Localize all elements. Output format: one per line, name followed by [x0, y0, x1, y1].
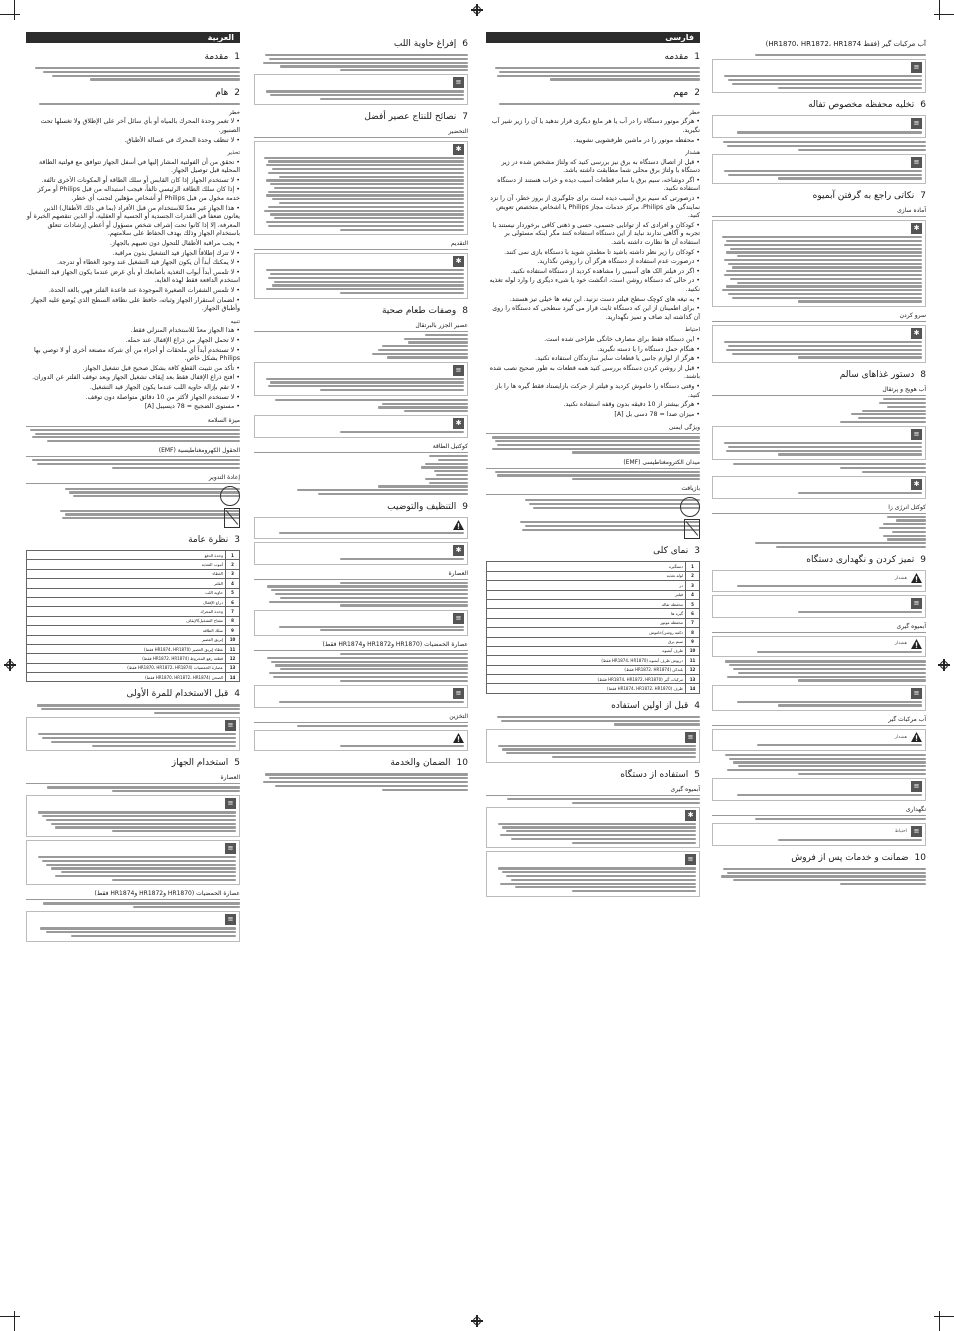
subsection-heading: ویژگی ایمنی [486, 424, 700, 434]
list-item: • لا تلمس الشفرات الصغيرة الموجودة عند قاعدة الفلتر فهي بالغة الحدة. [48, 287, 240, 294]
list-item: • میزان صدا = 78 دسی بل [A] [614, 410, 700, 418]
note-box [254, 74, 468, 104]
part-label: وحدة الدفع [27, 551, 226, 560]
subsection-heading: میدان الکترومغناطیسی (EMF) [486, 459, 700, 469]
warning-box [254, 730, 468, 752]
warning-list [26, 159, 240, 314]
list-item: • اگر دوشاخه، سیم برق یا سایر قطعات آسیب دیده و خراب هستند از دستگاه استفاده نکنید. [497, 176, 700, 193]
note-box [712, 426, 926, 460]
note-icon: ≡ [911, 62, 922, 73]
table-row [487, 581, 700, 590]
part-number: 11 [686, 656, 700, 665]
list-item: • در حالی که دستگاه روشن است، انگشت خود یا شیء دیگری را وارد لوله تغذیه نکنید. [489, 277, 700, 293]
section-heading: 3نمای کلی [653, 546, 700, 557]
part-label: حاوية اللب [27, 588, 226, 597]
table-row [27, 607, 240, 616]
note-box [486, 729, 700, 763]
table-row [487, 628, 700, 637]
note-icon: ≡ [911, 598, 922, 609]
warning-label: هشدار [685, 150, 700, 157]
registration-mark-icon [471, 1315, 483, 1327]
section-heading: 4قبل الاستخدام للمرة الأولى [126, 689, 240, 700]
subsection-heading: کوکتل انرژی زا [712, 504, 926, 514]
registration-mark-icon [938, 659, 950, 671]
arabic-column-2 [254, 32, 468, 792]
table-row [487, 646, 700, 655]
list-item: • کودکان و افرادی که از توانایی جسمی، حسی و ذهنی کافی برخوردار نیستند یا تجربه و آگاهی ندارند نباید از این دستگاه استفاده کنند مگر اینکه مسئولی بر استفاده آن ها نظارت داشته باشد. [492, 221, 700, 247]
crop-mark [939, 0, 940, 20]
part-label: أنبوب التغذية [27, 560, 226, 569]
list-item: • لا تغمر وحدة المحرك بالمياه أو بأي سائل آخر على الإطلاق ولا تغسلها تحت الصنبور. [40, 118, 240, 134]
subsection-heading: العصارة [254, 570, 468, 580]
list-item: • لا تستخدم الجهاز إذا كان القابس أو سلك الطاقة أو المكونات الأخرى تالفة. [41, 176, 240, 184]
list-item: • لا تقم بإزالة حاوية اللب عندما يكون الجهاز قيد التشغيل. [89, 383, 240, 391]
part-label: سلك الطاقة [27, 626, 226, 635]
note-box [26, 795, 240, 837]
table-row [487, 656, 700, 665]
part-label: وحدة المحرك [27, 607, 226, 616]
part-number: 6 [686, 609, 700, 618]
subsection-heading: عصير الجزر بالبرتقال [254, 322, 468, 332]
part-label: در [487, 581, 686, 590]
section-heading: آب مرکبات گیر (فقط HR1870، HR1872، HR1874) [765, 40, 926, 48]
table-row [27, 635, 240, 644]
part-label: لوله تغذیه [487, 571, 686, 580]
note-box [712, 685, 926, 712]
part-number: 13 [686, 675, 700, 684]
part-number: 13 [226, 663, 240, 672]
part-number: 12 [226, 654, 240, 663]
note-box [26, 911, 240, 941]
tip-icon: ✱ [453, 144, 464, 155]
note-icon: ≡ [453, 77, 464, 88]
note-box [712, 115, 926, 138]
part-label: مرکبات گیر (HR1874، HR1872، HR1870 فقط) [487, 675, 686, 684]
note-icon: ≡ [911, 157, 922, 168]
subsection-heading: عصارة الحمضيات (HR1870 وHR1872 وHR1874 فقط) [254, 641, 468, 651]
tip-icon: ✱ [453, 418, 464, 429]
part-number: 14 [226, 673, 240, 682]
list-item: • این دستگاه فقط برای مصارف خانگی طراحی شده است. [544, 335, 700, 343]
list-item: • کودکان را زیر نظر داشته باشید تا مطمئن شوید با دستگاه بازی نمی کنند. [504, 248, 700, 256]
part-label: الصحن (HR1870، HR1872، HR1874 فقط) [27, 673, 226, 682]
caution-list [26, 327, 240, 411]
part-label: گیره ها [487, 609, 686, 618]
list-item: • يجب مراقبة الأطفال للتحول دون تعبيهم بالجهاز. [109, 240, 240, 248]
warning-triangle-icon [911, 732, 922, 742]
crop-mark [934, 14, 954, 15]
subsection-heading: آب هویج و پرتقال [712, 386, 926, 396]
note-icon: ≡ [911, 826, 922, 837]
subsection-heading: الحقول الكهرومغناطيسية (EMF) [26, 447, 240, 457]
note-box [254, 362, 468, 396]
part-number: 1 [226, 551, 240, 560]
note-box [254, 610, 468, 637]
section-heading: 2مهم [673, 87, 700, 98]
warning-box [254, 517, 468, 539]
part-number: 2 [226, 560, 240, 569]
warning-triangle-icon [911, 639, 922, 649]
table-row [27, 579, 240, 588]
list-item: • لا يمكنك أبداً أن يكون الجهاز قيد التشغيل عند وجود الغطاء أو تدرجة. [56, 259, 240, 267]
part-number: 6 [226, 597, 240, 606]
part-number: 12 [686, 665, 700, 674]
table-row [487, 675, 700, 684]
subsection-heading: إعادة التدوير [26, 474, 240, 484]
table-row [27, 616, 240, 625]
language-header: العربية [26, 32, 240, 43]
part-label: محفظه تفاله [487, 599, 686, 608]
section-heading: 1مقدمة [204, 52, 240, 62]
note-box [254, 685, 468, 708]
list-item: • هذا الجهاز غير معدّ للاستخدام من قبل الأفراد (بما في ذلك الأطفال) الذين يعانون ضعفاً في القدرات الجسدية أو الحسية أو العقلية، أو الذين تنقصهم الخبرة أو المعرفة، إلا إذا كانوا تحت إشراف شخص مسؤول أو أعطي إرشادات تتعلق باستخدام الجهاز وذلك بهدف الحفاظ على سلامتهم. [26, 204, 240, 238]
part-label: قطعة رفع المخروط (HR1872، HR1874 فقط) [27, 654, 226, 663]
recycle-icon [680, 497, 700, 517]
subsection-heading: سرو کردن [712, 312, 926, 322]
subsection-heading: التحضير [254, 128, 468, 138]
list-item: • قبل از اتصال دستگاه به برق نیز بررسی کنید که ولتاژ مشخص شده در زیر دستگاه با ولتاژ برق محلی شما مطابقت داشته باشد. [501, 158, 700, 175]
part-label: الغطاء [27, 569, 226, 578]
section-heading: 3نظرة عامة [188, 535, 240, 545]
note-icon: ≡ [685, 854, 696, 865]
list-item: • لا تلمس أبداً أبواب التغذية بأصابعك أو بأي غرض عندما يكون الجهاز قيد التشغيل. استخدم الدافعة فقط لهذه الغاية. [26, 268, 240, 285]
table-row [27, 588, 240, 597]
note-icon: ≡ [911, 429, 922, 440]
part-number: 3 [686, 581, 700, 590]
warning-box: هشدار [712, 570, 926, 592]
list-item: • اگر در فیلتر الک های آسیبی را مشاهده کردید از دستگاه استفاده نکنید. [510, 267, 700, 275]
section-heading: 1مقدمه [664, 52, 700, 62]
part-number: 4 [686, 590, 700, 599]
tip-icon: ✱ [911, 479, 922, 490]
note-icon: ≡ [225, 914, 236, 925]
part-number: 14 [686, 684, 700, 693]
table-row [27, 626, 240, 635]
note-icon: ≡ [225, 843, 236, 854]
list-item: • برای اطمینان از این که دستگاه ثابت قرار می گیرد سطحی که دستگاه را روی آن گذاشته اید صاف و تمیز نگهدارید. [492, 305, 700, 321]
section-heading: 9التنظيف والتوضيب [387, 502, 468, 513]
part-label: دکمه روشن/خاموش [487, 628, 686, 637]
tips-box [712, 476, 926, 499]
warning-triangle-icon [453, 733, 464, 743]
part-label: غطاء إبريق العصير (HR1874، HR1870 فقط) [27, 644, 226, 653]
crop-mark [14, 0, 15, 20]
table-row [27, 551, 240, 560]
part-number: 1 [686, 562, 700, 571]
arabic-column-1 [26, 32, 240, 945]
section-heading: 9تمیز کردن و نگهداری دستگاه [806, 555, 926, 566]
danger-label: خطر [229, 109, 240, 116]
part-label: محفظه موتور [487, 618, 686, 627]
part-number: 8 [226, 616, 240, 625]
list-item: • لا تستخدم أبداً أي ملحقات أو أجزاء من أي شركة مصنعة أخرى أو لا توصي بها Philips بشكل خاص. [34, 346, 240, 363]
note-icon: ≡ [225, 720, 236, 731]
part-number: 8 [686, 628, 700, 637]
section-heading: 2هام [215, 87, 240, 98]
table-row [27, 673, 240, 682]
table-row [487, 665, 700, 674]
tips-box [254, 415, 468, 438]
subsection-heading: عصارة الحمضيات (HR1870 وHR1872 وHR1874 فقط) [26, 890, 240, 900]
part-label: ظرف آبمیوه [487, 646, 686, 655]
caution-label: تنبيه [230, 318, 240, 325]
crop-mark [14, 1311, 15, 1331]
subsection-heading: آبمیوه گیری [486, 786, 700, 796]
farsi-column-1 [486, 32, 700, 900]
subsection-heading: التخزين [254, 713, 468, 723]
tip-icon: ✱ [911, 328, 922, 339]
danger-label: خطر [689, 109, 700, 116]
note-box [712, 595, 926, 618]
registration-mark-icon [471, 4, 483, 16]
part-number: 5 [686, 599, 700, 608]
section-heading: 6تخلیه محفظه مخصوص تفاله [808, 100, 926, 111]
list-item: • هرگز از لوازم جانبی یا قطعات سایر سازندگان استفاده نکنید. [535, 355, 700, 363]
list-item: • به تیغه های کوچک سطح فیلتر دست نزنید. این تیغه ها خیلی تیز هستند. [509, 295, 700, 303]
warning-box: هشدار [712, 729, 926, 751]
danger-list [486, 118, 700, 145]
note-icon: ≡ [453, 613, 464, 624]
list-item: • لا تحمل الجهاز من ذراع الإقفال عند حمله. [125, 336, 240, 344]
warning-box: هشدار [712, 636, 926, 658]
note-icon: ≡ [685, 732, 696, 743]
table-row [487, 684, 700, 693]
part-label: ذراع الإقفال [27, 597, 226, 606]
crossed-bin-icon [684, 519, 700, 539]
table-row [27, 560, 240, 569]
tips-box [254, 542, 468, 565]
subsection-heading: نگهداری [712, 806, 926, 816]
part-label: عصارة الحمضيات (HR1870، HR1872، HR1874 فقط) [27, 663, 226, 672]
tips-box [712, 220, 926, 307]
list-item: • هذا الجهاز معدّ للاستخدام المنزلي فقط. [130, 327, 240, 335]
note-box [486, 851, 700, 896]
list-item: • هرگز موتور دستگاه را در آب یا هر مایع دیگری قرار ندهید یا آن را زیر شیر آب نگیرید. [491, 118, 700, 134]
section-heading: 8وصفات طعام صحية [381, 305, 468, 316]
tip-icon: ✱ [453, 545, 464, 556]
section-heading: 5استخدام الجهاز [171, 758, 240, 769]
section-heading: 10ضمانت و خدمات پس از فروش [791, 852, 926, 863]
list-item: • هنگام حمل دستگاه را با دسته نگیرید. [597, 345, 700, 353]
part-label: سیم برق [487, 637, 686, 646]
list-item: • هرگز بیشتر از 10 دقیقه بدون وقفه استفاده نکنید. [563, 401, 700, 409]
list-item: • لا تنظف وحدة المحرك في غسالة الأطباق. [124, 136, 240, 144]
crop-mark [939, 1311, 940, 1331]
farsi-column-2 [712, 32, 926, 887]
note-icon: ≡ [225, 798, 236, 809]
caution-label: احتیاط [684, 327, 700, 334]
list-item: • قبل از روشن کردن دستگاه بررسی کنید همه قطعات به طور صحیح نصب شده باشند. [489, 364, 700, 381]
part-number: 4 [226, 579, 240, 588]
list-item: • درصورت عدم استفاده از دستگاه هرگز آن را روشن نگذارید. [537, 258, 700, 266]
tips-box [254, 141, 468, 236]
note-icon: ≡ [453, 688, 464, 699]
caution-box: ≡ احتیاط [712, 823, 926, 846]
tip-icon: ✱ [685, 810, 696, 821]
note-icon: ≡ [911, 781, 922, 792]
list-item: • وقتی دستگاه را خاموش کردید و فیلتر از حرکت بازایستاد فقط گیره ها را باز کنید. [495, 382, 700, 399]
part-label: إبريق العصير [27, 635, 226, 644]
part-label: فیلتر [487, 590, 686, 599]
section-heading: 10الضمان والخدمة [390, 758, 468, 769]
part-number: 9 [226, 626, 240, 635]
section-heading: 5استفاده از دستگاه [620, 769, 700, 780]
part-label: دستگیره [487, 562, 686, 571]
danger-list [26, 118, 240, 145]
table-row [27, 654, 240, 663]
table-row [487, 571, 700, 580]
part-number: 9 [686, 637, 700, 646]
warning-triangle-icon [911, 573, 922, 583]
warning-triangle-icon [453, 520, 464, 530]
table-row [487, 618, 700, 627]
subsection-heading: آماده سازی [712, 207, 926, 217]
note-box [712, 778, 926, 801]
list-item: • درصورتی که سیم برق آسیب دیده است برای جلوگیری از بروز خطر، آن را نزد نمایندگی های Philips، مرکز خدمات مجاز Philips یا اشخاص متخصص تعویض کنید. [490, 195, 700, 220]
part-number: 2 [686, 571, 700, 580]
crop-mark [934, 1316, 954, 1317]
table-row [27, 569, 240, 578]
list-item: • افتح ذراع الإقفال فقط بعد إيقاف تشغيل الجهاز وبعد توقف الفلتر عن الدوران. [32, 374, 240, 382]
subsection-heading: آب مرکبات گیر [712, 716, 926, 726]
table-row [27, 597, 240, 606]
caution-list [486, 336, 700, 419]
subsection-heading: بازیافت [486, 485, 700, 495]
note-box [712, 59, 926, 93]
note-box [26, 840, 240, 885]
part-label: ظرف (HR1874، HR1872، HR1870 فقط) [487, 684, 686, 693]
list-item: • تحقق من أن الفولتية المشار إليها في أسفل الجهاز تتوافق مع فولتية الطاقة المحلية قبل توصيل الجهاز. [39, 158, 240, 175]
section-heading: 7نکاتی راجع به گرفتن آبمیوه [812, 191, 926, 202]
section-heading: 6إفراغ حاوية اللب [393, 39, 468, 49]
table-row [487, 637, 700, 646]
note-box [26, 717, 240, 751]
tips-box [712, 325, 926, 363]
warning-label: تحذير [227, 150, 240, 157]
list-item: • إذا كان سلك الطاقة الرئيسي تالفاً، فيجب استبداله من قبل Philips أو مركز خدمة مخول من قبل Philips أو أشخاص مؤهلين لتجنب أي خطر. [37, 186, 240, 203]
table-row [487, 590, 700, 599]
table-row [487, 609, 700, 618]
list-item: • لضمان استقرار الجهاز وثباته، حافظ على نظافة السطح الذي يُوضع عليه الجهاز وأطباق الجهاز. [31, 296, 240, 313]
list-item: • تأكد من تثبيت القطع كافة بشكل صحيح قبل تشغيل الجهاز. [82, 364, 240, 372]
language-header: فارسی [486, 32, 700, 43]
note-icon: ≡ [911, 688, 922, 699]
part-number: 10 [226, 635, 240, 644]
note-icon: ≡ [911, 118, 922, 129]
part-label: الفلتر [27, 579, 226, 588]
part-label: مفتاح التشغيل/الإيقاف [27, 616, 226, 625]
section-heading: 7نصائح للنتاج عصير أفضل [364, 111, 468, 122]
tip-icon: ✱ [911, 223, 922, 234]
parts-table [486, 561, 700, 693]
list-item: • لا تترك إطلاقاً الجهاز قيد التشغيل بدون مراقبة. [112, 249, 240, 257]
subsection-heading: التقديم [254, 240, 468, 250]
section-heading: 8دستور غذاهای سالم [839, 370, 926, 381]
table-row [27, 663, 240, 672]
part-label: بلندکن (HR1872، HR1874 فقط) [487, 665, 686, 674]
recycle-icon [220, 486, 240, 506]
list-item: • لا تستخدم الجهاز لأكثر من 10 دقائق متواصلة دون توقف. [85, 393, 240, 401]
part-label: درپوش ظرف آبمیوه (HR1874، HR1870 فقط) [487, 656, 686, 665]
part-number: 7 [226, 607, 240, 616]
table-row [487, 562, 700, 571]
subsection-heading: العصارة [26, 774, 240, 784]
note-icon: ≡ [453, 365, 464, 376]
part-number: 5 [226, 588, 240, 597]
warning-list [486, 159, 700, 323]
note-box [712, 154, 926, 184]
registration-mark-icon [4, 659, 16, 671]
crop-mark [0, 1316, 20, 1317]
table-row [487, 599, 700, 608]
crop-mark [0, 14, 20, 15]
part-number: 10 [686, 646, 700, 655]
section-heading: 4قبل از اولین استفاده [611, 700, 700, 711]
table-row [27, 644, 240, 653]
tip-icon: ✱ [453, 256, 464, 267]
subsection-heading: آبمیوه گیری [712, 623, 926, 633]
part-number: 11 [226, 644, 240, 653]
subsection-heading: كوكتيل الطاقة [254, 443, 468, 453]
tips-box [486, 807, 700, 849]
part-number: 3 [226, 569, 240, 578]
crossed-bin-icon [224, 508, 240, 528]
tips-box [254, 253, 468, 298]
subsection-heading: ميزة السلامة [26, 417, 240, 427]
list-item: • محفظه موتور را در ماشین ظرفشویی نشویید. [573, 136, 700, 144]
part-number: 7 [686, 618, 700, 627]
list-item: • مستوى الضجيج = 78 ديسيبل [A] [144, 403, 240, 411]
parts-table [26, 550, 240, 682]
